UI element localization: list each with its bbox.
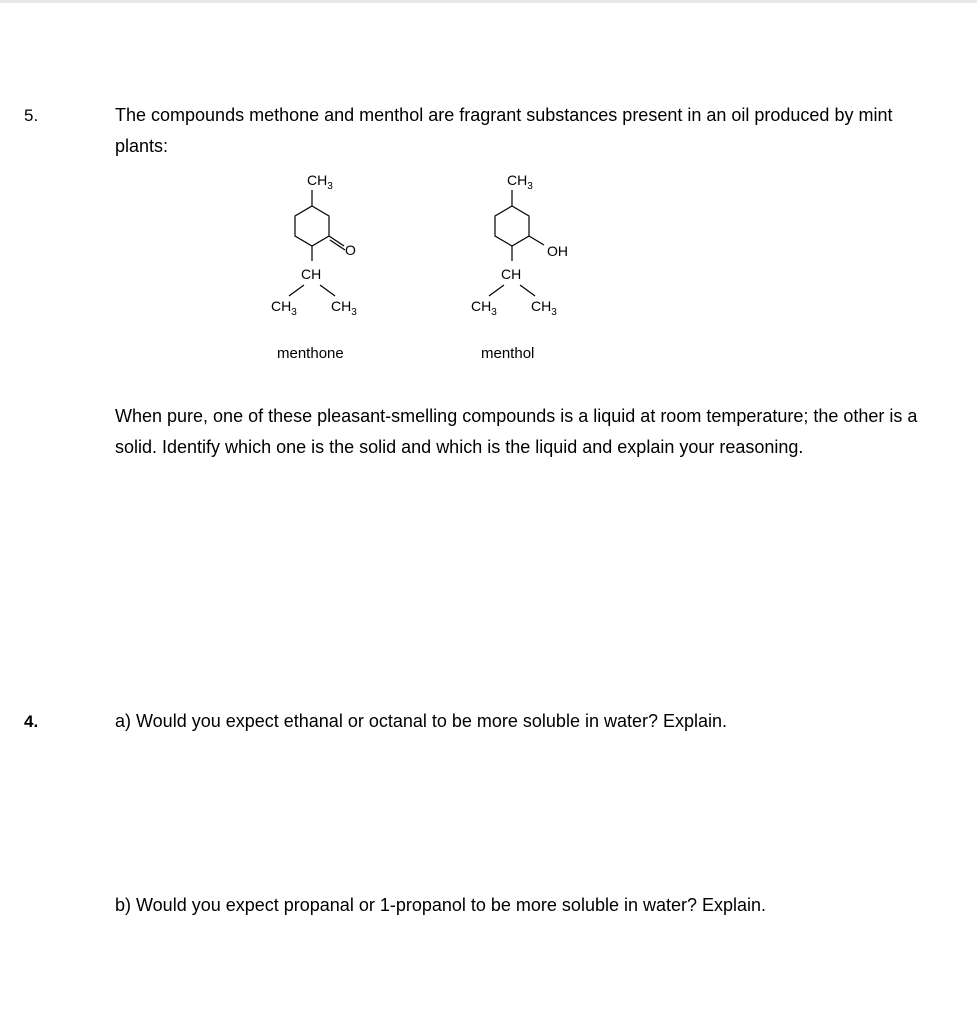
- menthol-structure: [460, 165, 600, 325]
- question-5-number: 5.: [24, 106, 39, 125]
- menthone-right-ch3: $CH_3$: [331, 298, 357, 318]
- menthone-structure: [260, 165, 390, 325]
- menthone-top-ch3: $CH_3$: [307, 172, 333, 192]
- menthol-top-ch3: $CH_3$: [507, 172, 533, 192]
- question-4-part-a: a) Would you expect ethanal or octanal to be more soluble in water? Explain.: [115, 711, 728, 731]
- menthone-caption: menthone: [277, 345, 344, 362]
- menthol-ch: CH: [501, 266, 522, 282]
- question-5-text: When pure, one of these pleasant-smelling compounds is a liquid at room temperature; the other is a solid. Identify which one is the solid and which is the liquid and explain your reasoning.: [115, 406, 918, 457]
- menthone-left-ch3: $CH_3$: [271, 298, 297, 318]
- menthone-ketone-o: O: [345, 242, 356, 258]
- menthone-ring: [295, 206, 329, 246]
- question-4-part-b: b) Would you expect propanal or 1-propanol to be more soluble in water? Explain.: [115, 895, 767, 915]
- question-5-intro: The compounds methone and menthol are fragrant substances present in an oil produced by mint plants:: [115, 105, 893, 156]
- question-4-number: 4.: [24, 712, 39, 731]
- menthol-hydroxyl: OH: [547, 243, 568, 259]
- menthol-caption: menthol: [481, 345, 535, 362]
- top-border: [0, 0, 977, 3]
- menthol-ring: [495, 206, 529, 246]
- menthol-right-ch3: $CH_3$: [531, 298, 557, 318]
- menthone-ch: CH: [301, 266, 322, 282]
- menthol-left-ch3: $CH_3$: [471, 298, 497, 318]
